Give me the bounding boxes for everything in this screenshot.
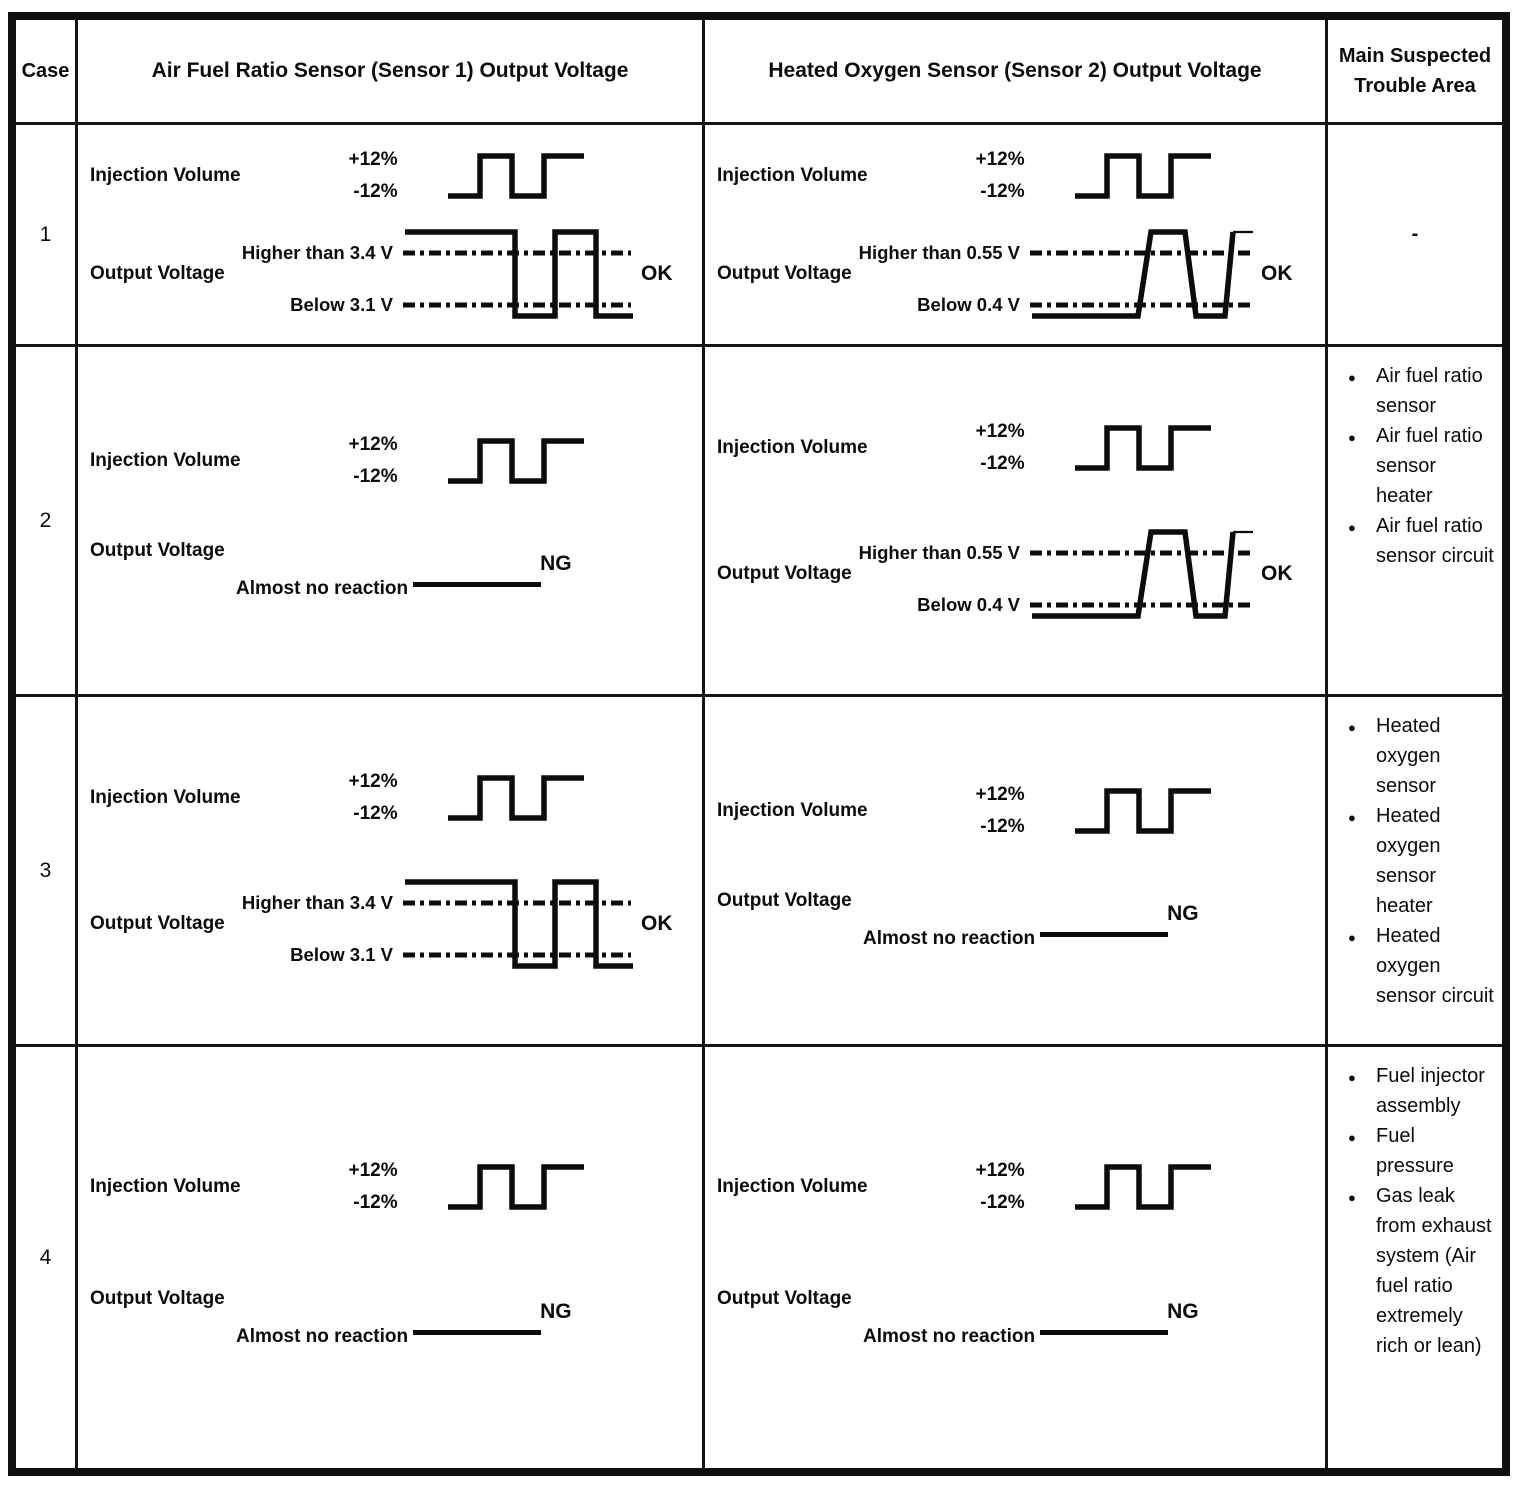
result-ng-label: NG [540,551,572,575]
result-ng-label: NG [540,1299,572,1323]
trouble-list [1348,1061,1496,1361]
no-reaction-label: Almost no reaction [863,1325,1036,1347]
minus-12-label: -12% [353,1191,398,1213]
injection-volume-label: Injection Volume [90,1175,241,1197]
case2-sensor2-cell [705,347,1328,697]
injection-volume-row [705,149,1325,203]
minus-12-label: -12% [353,180,398,202]
no-reaction-label: Almost no reaction [236,577,409,599]
lower-threshold-label: Below 3.1 V [290,293,393,315]
case-number-4: 4 [16,1047,78,1468]
plus-12-label: +12% [348,433,398,455]
case4-sensor2-cell [705,1047,1328,1468]
lower-threshold-label: Below 0.4 V [917,593,1020,615]
minus-12-label: -12% [353,465,398,487]
case2-trouble-cell [1328,347,1502,697]
case1-sensor2-cell [705,125,1328,347]
minus-12-label: -12% [980,815,1025,837]
lower-threshold-label: Below 0.4 V [917,293,1020,315]
list-item: ● Fuel pressure [1348,1121,1496,1181]
case3-sensor1-cell [78,697,705,1047]
flatline-waveform [1040,1299,1215,1356]
lower-threshold-label: Below 3.1 V [290,943,393,965]
case4-sensor1-cell [78,1047,705,1468]
flatline-waveform [413,551,588,608]
plus-12-label: +12% [975,420,1025,442]
list-item: ● Air fuel ratio sensor [1348,361,1496,421]
bullet-icon [1348,921,1376,953]
injection-square-waveform [446,435,586,487]
output-voltage-row [705,527,1325,621]
injection-volume-label: Injection Volume [717,799,868,821]
injection-square-waveform [1073,422,1213,474]
bullet-icon [1348,1121,1376,1153]
minus-12-label: -12% [980,452,1025,474]
injection-square-waveform [1073,785,1213,837]
result-ok-label: OK [641,261,673,285]
case1-sensor1-cell [78,125,705,347]
upper-threshold-label: Higher than 3.4 V [241,891,393,913]
list-item: ● Gas leak from exhaust system (Air fuel ratio extremely rich or lean) [1348,1181,1496,1361]
bullet-icon [1348,1181,1376,1213]
flatline-waveform [413,1299,588,1356]
injection-square-waveform [446,150,586,202]
header-trouble-area: Main Suspected Trouble Area [1328,20,1502,125]
result-ok-label: OK [641,911,673,935]
case1-trouble-cell [1328,125,1502,347]
output-voltage-row [78,1288,702,1356]
no-reaction-label: Almost no reaction [863,927,1036,949]
upper-threshold-label: Higher than 3.4 V [241,241,393,263]
output-voltage-row [705,227,1325,321]
case3-sensor2-cell [705,697,1328,1047]
trouble-list [1348,361,1496,571]
flatline [413,582,541,587]
injection-volume-label: Injection Volume [717,1175,868,1197]
plus-12-label: +12% [348,770,398,792]
minus-12-label: -12% [980,1191,1025,1213]
minus-12-label: -12% [980,180,1025,202]
result-ok-label: OK [1261,261,1293,285]
injection-square-waveform [446,772,586,824]
output-voltage-label: Output Voltage [717,889,852,911]
injection-volume-label: Injection Volume [717,436,868,458]
injection-volume-label: Injection Volume [90,449,241,471]
upper-threshold-label: Higher than 0.55 V [858,541,1020,563]
case2-sensor1-cell [78,347,705,697]
list-item: ● Air fuel ratio sensor heater [1348,421,1496,511]
output-voltage-label: Output Voltage [717,562,852,584]
injection-volume-row [78,149,702,203]
output-voltage-label: Output Voltage [717,1287,852,1309]
injection-volume-row [705,1160,1325,1214]
injection-volume-label: Injection Volume [717,164,868,186]
flatline [1040,932,1168,937]
output-voltage-row [78,227,702,321]
case3-trouble-cell [1328,697,1502,1047]
plus-12-label: +12% [975,148,1025,170]
output-voltage-label: Output Voltage [90,912,225,934]
minus-12-label: -12% [353,802,398,824]
bullet-icon [1348,421,1376,453]
case4-trouble-cell [1328,1047,1502,1468]
list-item: ● Fuel injector assembly [1348,1061,1496,1121]
output-voltage-label: Output Voltage [90,1287,225,1309]
bullet-icon [1348,1061,1376,1093]
result-ok-label: OK [1261,561,1293,585]
list-item: ● Heated oxygen sensor heater [1348,801,1496,921]
output-voltage-row [705,890,1325,958]
header-sensor1: Air Fuel Ratio Sensor (Sensor 1) Output Voltage [78,20,705,125]
output-trapezoid-waveform [1030,227,1255,321]
plus-12-label: +12% [975,1159,1025,1181]
diagnostic-table [8,12,1510,1476]
output-trapezoid-waveform [1030,527,1255,621]
injection-volume-row [78,434,702,488]
injection-square-waveform [1073,150,1213,202]
list-item: ● Air fuel ratio sensor circuit [1348,511,1496,571]
injection-volume-row [78,771,702,825]
bullet-icon [1348,361,1376,393]
injection-volume-row [78,1160,702,1214]
injection-square-waveform [446,1161,586,1213]
output-voltage-label: Output Voltage [90,539,225,561]
injection-square-waveform [1073,1161,1213,1213]
output-voltage-label: Output Voltage [717,262,852,284]
case-number-2: 2 [16,347,78,697]
output-voltage-row [705,1288,1325,1356]
list-item: ● Heated oxygen sensor [1348,711,1496,801]
header-sensor2: Heated Oxygen Sensor (Sensor 2) Output Voltage [705,20,1328,125]
plus-12-label: +12% [348,148,398,170]
output-square-waveform [403,227,635,321]
list-item: ● Heated oxygen sensor circuit [1348,921,1496,1011]
injection-volume-label: Injection Volume [90,164,241,186]
injection-volume-row [705,784,1325,838]
output-square-waveform [403,877,635,971]
case-number-3: 3 [16,697,78,1047]
header-case: Case [16,20,78,125]
bullet-icon [1348,711,1376,743]
bullet-icon [1348,511,1376,543]
output-voltage-row [78,540,702,608]
output-voltage-label: Output Voltage [90,262,225,284]
output-voltage-row [78,877,702,971]
plus-12-label: +12% [348,1159,398,1181]
flatline-waveform [1040,901,1215,958]
flatline [413,1330,541,1335]
upper-threshold-label: Higher than 0.55 V [858,241,1020,263]
injection-volume-label: Injection Volume [90,786,241,808]
trouble-list [1348,711,1496,1011]
no-reaction-label: Almost no reaction [236,1325,409,1347]
result-ng-label: NG [1167,1299,1199,1323]
injection-volume-row [705,421,1325,475]
case-number-1: 1 [16,125,78,347]
bullet-icon [1348,801,1376,833]
trouble-dash: - [1411,223,1419,245]
plus-12-label: +12% [975,783,1025,805]
flatline [1040,1330,1168,1335]
result-ng-label: NG [1167,901,1199,925]
